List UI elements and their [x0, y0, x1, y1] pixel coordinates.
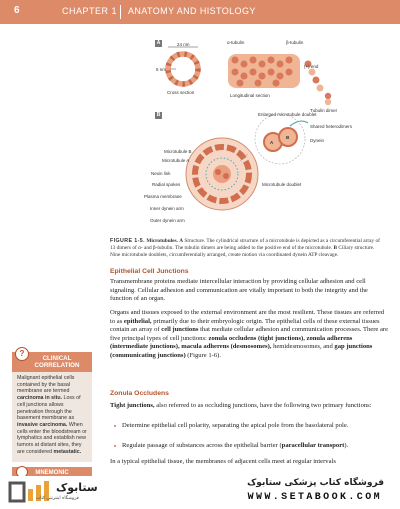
watermark-banner [0, 476, 400, 509]
label-dynein: Dynein [310, 138, 325, 143]
question-icon: ? [15, 347, 29, 361]
label-microtubule-b: Microtubule B [164, 149, 192, 154]
paragraph-intro: Transmembrane proteins mediate intercellular interaction by providing cellular adhesion and cell signaling. Cellular adhesion and communication are vitally important to both the integrity and the function of an organ. [110, 278, 368, 303]
label-plasma-membrane: Plasma membrane [144, 194, 182, 199]
label-beta-tubulin: β-tubulin [286, 40, 304, 45]
chapter-label: CHAPTER 1 [62, 6, 118, 16]
label-outer-arm: Outer dynein arm [150, 218, 185, 223]
section-heading-zonula-occludens: Zonula Occludens [110, 390, 169, 397]
chapter-title: ANATOMY AND HISTOLOGY [128, 6, 256, 16]
label-inner: 5 nm [156, 67, 167, 72]
label-shared: Shared heterodimers [310, 124, 353, 129]
logo-text: ستابوک [56, 481, 98, 494]
panel-a-marker: A [156, 40, 161, 46]
figure-title: Microtubules. [146, 238, 178, 244]
paragraph-membranes: In a typical epithelial tissue, the membranes of adjacent cells meet at regular intervals [110, 458, 336, 465]
clinical-correlation-box [12, 349, 92, 462]
microtubule-figure [140, 34, 380, 234]
bullet-polarity: ■ Determine epithelial cell polarity, separating the apical pole from the basolateral pole. [114, 422, 384, 431]
running-header [0, 0, 400, 24]
label-b: B [286, 135, 290, 140]
mnemonic-title: MNEMONIC [35, 470, 69, 476]
caption-panel-b: B [333, 245, 338, 252]
axoneme-cross-section [186, 138, 258, 210]
page-number: 6 [14, 5, 20, 16]
label-nexin: Nexin link [151, 171, 171, 176]
section-heading-cell-junctions: Epithelial Cell Junctions [110, 268, 189, 275]
store-url: WWW.SETABOOK.COM [247, 492, 382, 503]
label-inner-arm: Inner dynein arm [150, 206, 184, 211]
paragraph-junction-types: Organs and tissues exposed to the external environment are the most resilient. These tissues are referred to as epithelial, primarily due to their embryologic origin. The epithelial cells of these external tissues contain an array of cell junctions that mediate cellular adhesion and communication processes. There are five principal types of cell junctions: zonula occludens (tight junctions), zonula adherens (intermediate junctions), macula adherens (desmosomes), hemidesmosomes, and gap junctions (communicating junctions) (Figure 1-6). [110, 309, 389, 359]
microtubule-illustration [140, 34, 380, 234]
label-tubulin-dimer: Tubulin dimer [310, 108, 338, 113]
label-doublet: Microtubule doublet [262, 182, 302, 187]
cross-section-ring [168, 47, 198, 84]
label-radial-spokes: Radial spokes [152, 182, 181, 187]
label-enlarged: Enlarged microtubule doublet [258, 112, 317, 117]
label-longitudinal: Longitudinal section [230, 93, 270, 98]
label-alpha-tubulin: α-tubulin [227, 40, 245, 45]
label-microtubule-a: Microtubule A [162, 158, 190, 163]
label-diameter: 24 nm [177, 42, 190, 47]
store-name: فروشگاه کتاب پزشکی ستابوک [247, 478, 384, 488]
label-a: A [270, 140, 274, 145]
label-plus-end: (+) end [304, 64, 319, 69]
label-cross-section: Cross section [167, 90, 195, 95]
clinical-correlation-text: Malignant epithelial cells contained by the basal membrane are termed carcinoma in situ. Loss of cell junctions allows penetration through the basement membrane as invasive carcinoma. When cells enter the bloodstream or lymphatics and establish new tumors at distant sites, they are considered metastatic. [17, 375, 87, 455]
caption-text-a: Structure. The cylindrical structure of a microtubule is depicted as a circumferential array of 13 dimers of α- and β-tubulin. The tubulin dimers are being added to the positive end of the microtubule. [110, 238, 380, 252]
caption-panel-a: A [179, 238, 184, 244]
logo-subtext: فروشگاه اینترنتی کتاب [36, 496, 79, 501]
setabook-logo-icon [8, 479, 58, 505]
clinical-correlation-title: CLINICAL CORRELATION [12, 352, 92, 372]
header-divider [120, 5, 121, 19]
bullet-paracellular: ■ Regulate passage of substances across the epithelial barrier (paracellular transport). [114, 442, 384, 451]
caption-text-b: Ciliary structure. Nine microtubule doublets, circumferentially arranged, create motion via coordinated dynein ATP cleavage. [110, 245, 375, 259]
paragraph-tight-junctions: Tight junctions, also referred to as occluding junctions, have the following two primary functions: [110, 402, 372, 409]
panel-b-marker: B [156, 112, 161, 118]
figure-label: FIGURE 1-5. [110, 238, 146, 244]
figure-caption [110, 238, 382, 260]
